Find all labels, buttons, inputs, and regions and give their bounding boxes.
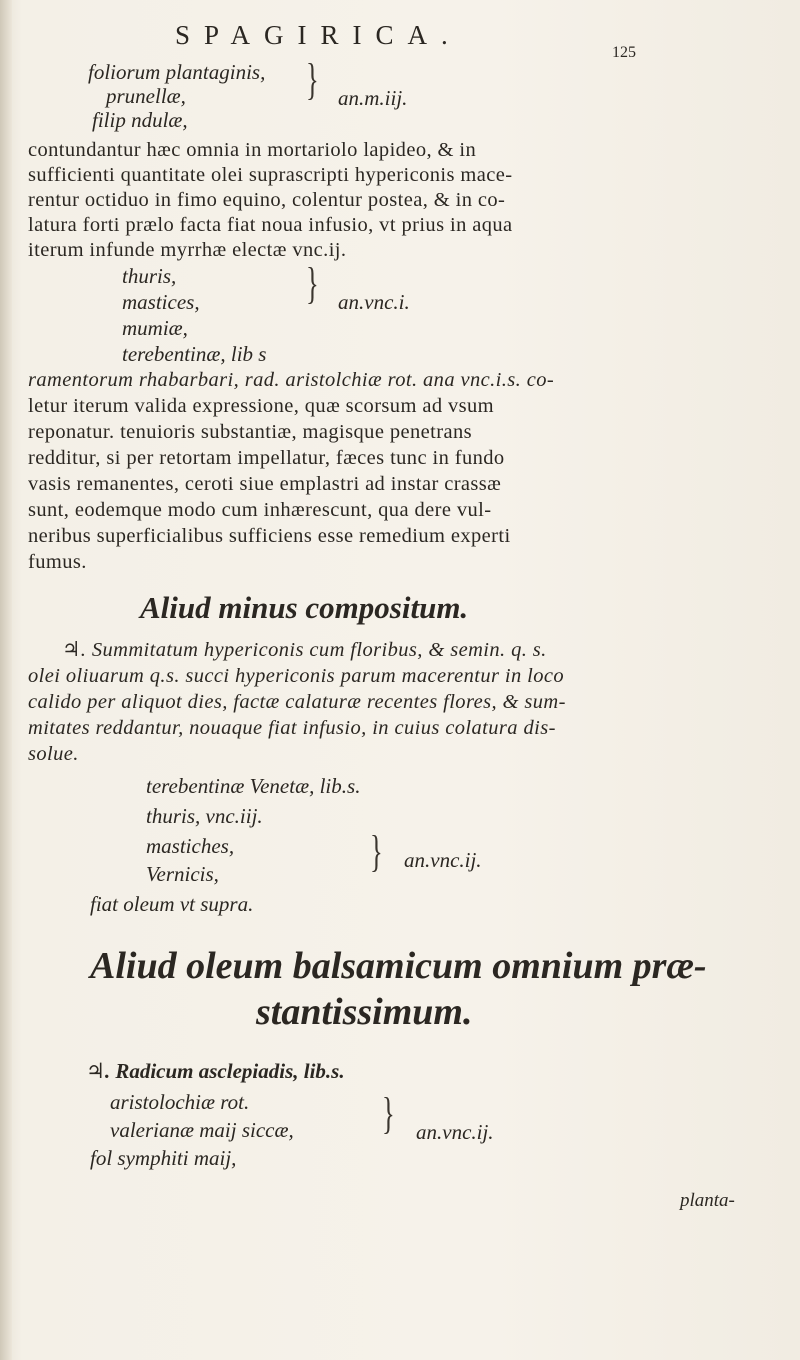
page-binding-edge: [0, 0, 12, 1360]
text-line: solue.: [28, 743, 79, 765]
text-line: olei oliuarum q.s. succi hypericonis parum macerentur in loco: [28, 665, 565, 687]
text-line: calido per aliquot dies, factæ calaturæ recentes flores, & sum-: [28, 691, 566, 713]
recipe-dose: an.vnc.ij.: [404, 848, 482, 872]
brace-icon: }: [306, 55, 319, 104]
recipe-item: thuris,: [122, 264, 177, 288]
brace-icon: }: [306, 259, 319, 308]
text-line: fumus.: [28, 551, 87, 573]
recipe-item: filip ndulæ,: [92, 108, 188, 132]
recipe-item: prunellæ,: [106, 84, 186, 108]
recipe-item: mumiæ,: [122, 316, 188, 340]
recipe-item: aristolochiæ rot.: [110, 1090, 250, 1114]
text-line: sufficienti quantitate olei suprascripti hypericonis mace-: [28, 164, 513, 186]
section-heading: Aliud oleum balsamicum omnium præ-: [90, 945, 707, 987]
recipe-item: valerianæ maij siccæ,: [110, 1118, 294, 1142]
text-line: reponatur. tenuioris substantiæ, magisque penetrans: [28, 421, 472, 443]
page-number: 125: [612, 44, 636, 61]
text-line: iterum infunde myrrhæ electæ vnc.ij.: [28, 239, 347, 261]
text-line: mitates reddantur, nouaque fiat infusio, in cuius colatura dis-: [28, 717, 556, 739]
recipe-item: fiat oleum vt supra.: [90, 892, 254, 916]
text-line: contundantur hæc omnia in mortariolo lapideo, & in: [28, 139, 477, 161]
brace-icon: }: [370, 827, 383, 876]
recipe-item: thuris, vnc.iij.: [146, 804, 263, 828]
text-line: sunt, eodemque modo cum inhærescunt, qua dere vul-: [28, 499, 492, 521]
text-line: rentur octiduo in fimo equino, colentur postea, & in co-: [28, 189, 506, 211]
section-heading: Aliud minus compositum.: [140, 590, 469, 625]
recipe-item: terebentinæ, lib s: [122, 342, 267, 366]
text-line: redditur, si per retortam impellatur, fæces tunc in fundo: [28, 447, 505, 469]
text-line: letur iterum valida expressione, quæ scorsum ad vsum: [28, 395, 495, 417]
recipe-dose: an.m.iij.: [338, 86, 408, 110]
text-line: ♃. Summitatum hypericonis cum floribus, & semin. q. s.: [62, 639, 547, 661]
text-line: ramentorum rhabarbari, rad. aristolchiæ rot. ana vnc.i.s. co-: [28, 369, 555, 391]
text-line: neribus superficialibus sufficiens esse remedium experti: [28, 525, 511, 547]
text-line: vasis remanentes, ceroti siue emplastri ad instar crassæ: [28, 473, 502, 495]
recipe-dose: an.vnc.ij.: [416, 1120, 494, 1144]
recipe-item: terebentinæ Venetæ, lib.s.: [146, 774, 361, 798]
recipe-item: Vernicis,: [146, 862, 219, 886]
recipe-dose: an.vnc.i.: [338, 290, 410, 314]
catchword: planta-: [680, 1190, 735, 1211]
running-header: SPAGIRICA.: [175, 20, 462, 50]
recipe-item: ♃. Radicum asclepiadis, lib.s.: [86, 1059, 345, 1083]
brace-icon: }: [382, 1089, 395, 1138]
recipe-item: foliorum plantaginis,: [88, 60, 266, 84]
recipe-item: mastices,: [122, 290, 200, 314]
text-line: latura forti prælo facta fiat noua infusio, vt prius in aqua: [28, 214, 513, 236]
recipe-item: mastiches,: [146, 834, 235, 858]
recipe-item: fol symphiti maij,: [90, 1146, 237, 1170]
section-heading: stantissimum.: [256, 991, 473, 1033]
